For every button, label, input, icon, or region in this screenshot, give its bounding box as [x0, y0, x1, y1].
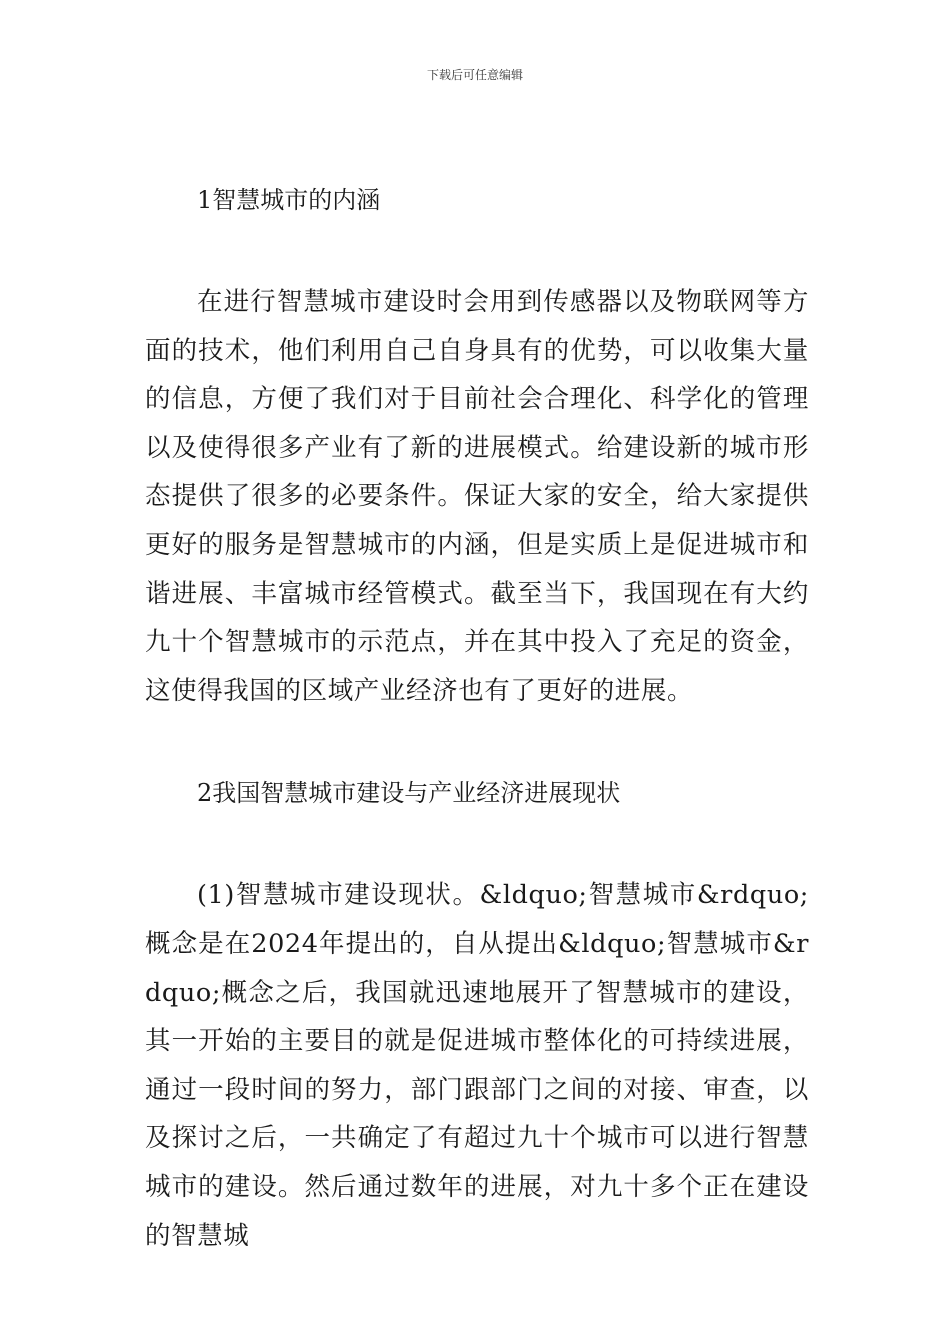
document-body — [145, 178, 809, 1260]
section-paragraph-1: 在进行智慧城市建设时会用到传感器以及物联网等方面的技术，他们利用自己自身具有的优势，可以收集大量的信息，方便了我们对于目前社会合理化、科学化的管理以及使得很多产业有了新的进展模式。给建设新的城市形态提供了很多的必要条件。保证大家的安全，给大家提供更好的服务是智慧城市的内涵，但是实质上是促进城市和谐进展、丰富城市经管模式。截至当下，我国现在有大约九十个智慧城市的示范点，并在其中投入了充足的资金，这使得我国的区域产业经济也有了更好的进展。 — [145, 287, 809, 706]
section-paragraph-2: (1)智慧城市建设现状。&ldquo;智慧城市&rdquo;概念是在2024年提出的，自从提出&ldquo;智慧城市&rdquo;概念之后，我国就迅速地展开了智慧城市的建设，其一开始的主要目的就是促进城市整体化的可持续进展，通过一段时间的努力，部门跟部门之间的对接、审查，以及探讨之后，一共确定了有超过九十个城市可以进行智慧城市的建设。然后通过数年的进展，对九十多个正在建设的智慧城 — [145, 880, 809, 1251]
section-heading-2: 2我国智慧城市建设与产业经济进展现状 — [197, 779, 621, 808]
page-header: 下载后可任意编辑 — [426, 68, 523, 82]
section-heading-1: 1智慧城市的内涵 — [197, 186, 381, 214]
